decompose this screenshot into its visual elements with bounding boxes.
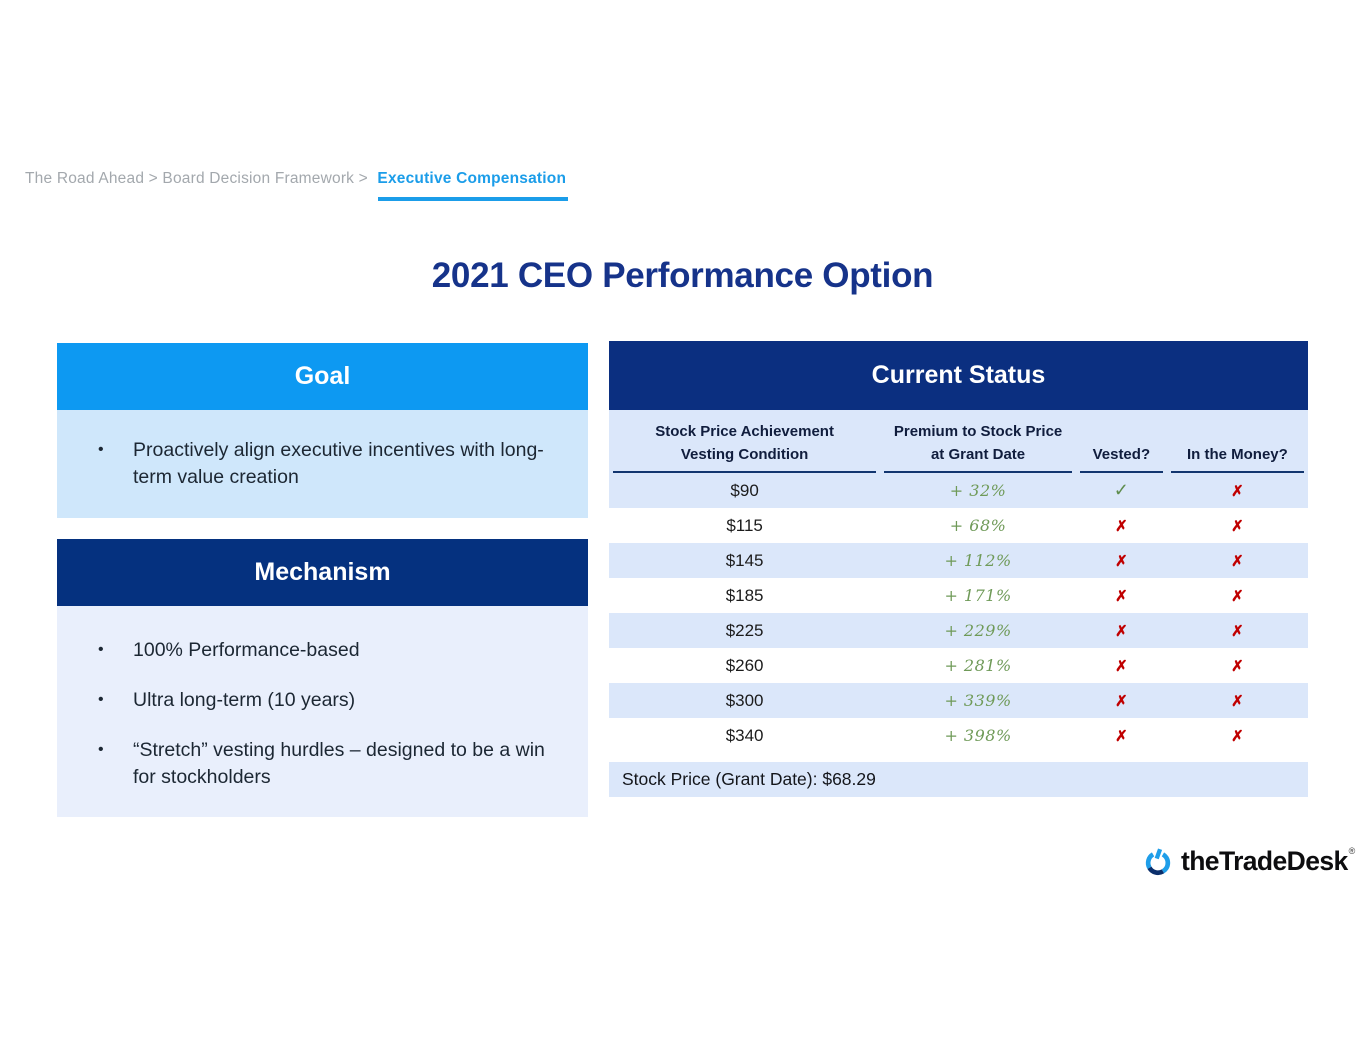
goal-header: Goal	[57, 343, 588, 410]
table-header-row	[609, 410, 1308, 473]
trade-desk-logo	[1143, 845, 1355, 877]
current-status-panel	[609, 341, 1308, 797]
table-row	[609, 473, 1308, 508]
in-money-cross-icon: ✗	[1231, 727, 1244, 745]
premium-cell: + 281%	[944, 656, 1012, 675]
premium-cell: + 339%	[944, 691, 1012, 710]
list-item	[98, 737, 562, 791]
price-cell: $90	[730, 480, 759, 500]
in-money-cross-icon: ✗	[1231, 517, 1244, 535]
in-money-cross-icon: ✗	[1231, 587, 1244, 605]
vested-check-icon: ✓	[1113, 480, 1129, 500]
premium-cell: + 171%	[944, 586, 1012, 605]
status-table-rows	[609, 473, 1308, 753]
in-money-cross-icon: ✗	[1231, 657, 1244, 675]
mechanism-header: Mechanism	[57, 539, 588, 606]
premium-cell: + 229%	[944, 621, 1012, 640]
mechanism-body	[57, 606, 588, 818]
column-header-vested: Vested?	[1076, 410, 1167, 473]
price-cell: $340	[725, 725, 764, 745]
grant-date-footnote: Stock Price (Grant Date): $68.29	[609, 762, 1308, 797]
mechanism-bullet-text: Ultra long-term (10 years)	[133, 688, 356, 711]
premium-cell: + 398%	[944, 726, 1012, 745]
breadcrumb-current[interactable]: Executive Compensation	[377, 170, 567, 187]
column-header-premium: Premium to Stock Price at Grant Date	[880, 410, 1076, 473]
premium-cell: + 32%	[949, 481, 1007, 500]
current-status-header: Current Status	[609, 341, 1308, 410]
breadcrumb	[25, 170, 566, 188]
table-row	[609, 508, 1308, 543]
price-cell: $260	[725, 655, 764, 675]
mechanism-bullet-text: “Stretch” vesting hurdles – designed to be a win for stockholders	[133, 738, 545, 788]
bullet-icon: •	[98, 690, 104, 708]
price-cell: $185	[725, 585, 764, 605]
table-row	[609, 648, 1308, 683]
vested-cross-icon: ✗	[1115, 517, 1128, 535]
logo-wordmark: theTradeDesk	[1181, 845, 1348, 876]
power-button-icon	[1143, 846, 1173, 876]
table-row	[609, 683, 1308, 718]
list-item	[98, 637, 562, 664]
price-cell: $225	[725, 620, 764, 640]
mechanism-bullet-text: 100% Performance-based	[133, 638, 360, 661]
goal-body	[57, 410, 588, 518]
premium-cell: + 112%	[944, 551, 1012, 570]
table-row	[609, 578, 1308, 613]
table-row	[609, 543, 1308, 578]
price-cell: $300	[725, 690, 764, 710]
column-header-vesting-condition: Stock Price Achievement Vesting Condition	[609, 410, 880, 473]
left-column	[57, 343, 588, 817]
vested-cross-icon: ✗	[1115, 552, 1128, 570]
breadcrumb-trail[interactable]: The Road Ahead > Board Decision Framework >	[25, 170, 368, 187]
vested-cross-icon: ✗	[1115, 657, 1128, 675]
price-cell: $115	[726, 515, 763, 535]
price-cell: $145	[725, 550, 764, 570]
registered-trademark-icon: ®	[1348, 846, 1356, 856]
vested-cross-icon: ✗	[1115, 622, 1128, 640]
vested-cross-icon: ✗	[1115, 692, 1128, 710]
column-header-in-the-money: In the Money?	[1167, 410, 1308, 473]
bullet-icon: •	[98, 441, 104, 458]
vested-cross-icon: ✗	[1115, 587, 1128, 605]
goal-bullet-text: Proactively align executive incentives with long-term value creation	[133, 439, 544, 488]
list-item	[98, 687, 562, 714]
table-footer-gap	[609, 753, 1308, 762]
in-money-cross-icon: ✗	[1231, 692, 1244, 710]
vested-cross-icon: ✗	[1115, 727, 1128, 745]
page-title: 2021 CEO Performance Option	[431, 256, 934, 295]
in-money-cross-icon: ✗	[1231, 482, 1244, 500]
bullet-icon: •	[98, 740, 104, 758]
list-item	[98, 437, 562, 491]
premium-cell: + 68%	[949, 516, 1007, 535]
table-row	[609, 718, 1308, 753]
table-row	[609, 613, 1308, 648]
bullet-icon: •	[98, 640, 104, 658]
in-money-cross-icon: ✗	[1231, 552, 1244, 570]
in-money-cross-icon: ✗	[1231, 622, 1244, 640]
